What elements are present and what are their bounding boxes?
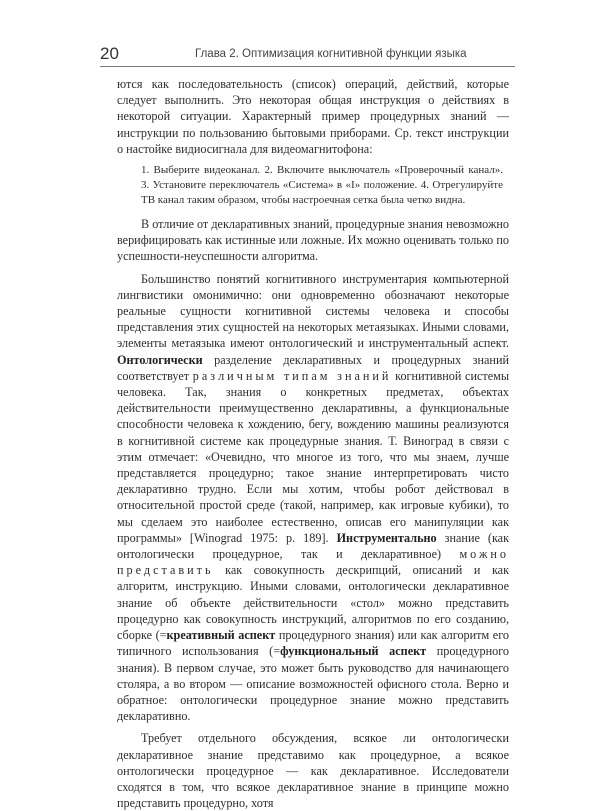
paragraph-cognitive-toolkit: [117, 271, 509, 725]
bold-term-instrumentally: Инструментально: [336, 530, 437, 545]
chapter-title: Глава 2. Оптимизация когнитивной функции языка: [195, 48, 467, 60]
text-run: процедурного знания) или как алгоритм его типичного использования (=: [117, 628, 509, 659]
instruction-quote: 1. Выберите видеоканал. 2. Включите выключатель «Проверочный канал». 3. Установите переключатель «Система» в «I» положение. 4. Отрегулируйте ТВ канал таким образом, чтобы настроечная сетка была четко видна.: [141, 164, 503, 207]
text-run: разделение декларативных и процедурных знаний соответствует: [117, 352, 509, 383]
text-run: знание (как онтологически процедурное, так и декларативное): [117, 530, 510, 562]
text-run: как совокупность дескрипций, описаний и как алгоритм, инструкцию. Иными словами, онтологически декларативное знание об объекте действительности «стол» можно представить процедурно как совокупность инструкций, алгоритмов по его созданию, сборке (=: [117, 563, 510, 643]
spaced-emphasis: различным типам знаний: [192, 368, 392, 383]
page-number: 20: [100, 44, 119, 63]
bold-term-functional-aspect: функциональный аспект: [280, 644, 427, 659]
page-body: [117, 76, 509, 811]
text-run: процедурного знания). В первом случае, это может быть руководство для начинающего столяра, а во втором — описание возможностей офисного стола. Верно и обратное: онтологически процедурное знание можно представить декларативно.: [117, 644, 509, 724]
spaced-emphasis: можно представить: [117, 547, 509, 578]
text-run: когнитивной системы человека. Так, знания о конкретных предметах, объектах действительности преимущественно декларативны, а функциональные способности человека к хождению, бегу, вождению машины реализуются в когнитивной системе как процедурные знания. Т. Виноград в связи с этим отмечает: «Очевидно, что многое из того, что мы знаем, лучше представляется процедурно; такое знание интерпретировать чисто декларативно трудно. Если мы хотим, чтобы робот действовал в относительной простой среде (такой, например, как игровые кубики), то мы сделаем это наиболее естественно, описав его манипуляции как программы» [Winograd 1975: p. 189].: [117, 368, 510, 545]
bold-term-creative-aspect: креативный аспект: [166, 628, 276, 643]
paragraph-continued: ются как последовательность (список) операций, действий, которые следует выполнить. Это некоторая общая инструкция о действиях в некоторой ситуации. Характерный пример процедурных знаний — инструкции по пользованию бытовыми приборами. Ср. текст инструкции о настойке видиосигнала для видеомагнитофона:: [117, 77, 509, 156]
bold-term-ontologically: Онтологически: [117, 352, 203, 367]
paragraph-procedural-knowledge: В отличие от декларативных знаний, процедурные знания невозможно верифицировать как истинные или ложные. Их можно оценивать только по успешности-неуспешности алгоритма.: [117, 217, 509, 264]
paragraph-discussion: Требует отдельного обсуждения, всякое ли онтологически декларативное знание представимо как процедурное, а всякое онтологически процедурное — как декларативное. Исследователи сходятся в том, что всякое декларативное знание в принципе можно представить процедурно, хотя: [117, 731, 509, 811]
text-run: Большинство понятий когнитивного инструментария компьютерной лингвистики омонимично: они одновременно обозначают некоторые реальные сущности когнитивной системы человека и способы представления этих сущностей на некоторых метаязыках. Иными словами, элементы метаязыка имеют онтологический и инструментальный аспект.: [117, 271, 509, 351]
running-header: [100, 44, 515, 67]
